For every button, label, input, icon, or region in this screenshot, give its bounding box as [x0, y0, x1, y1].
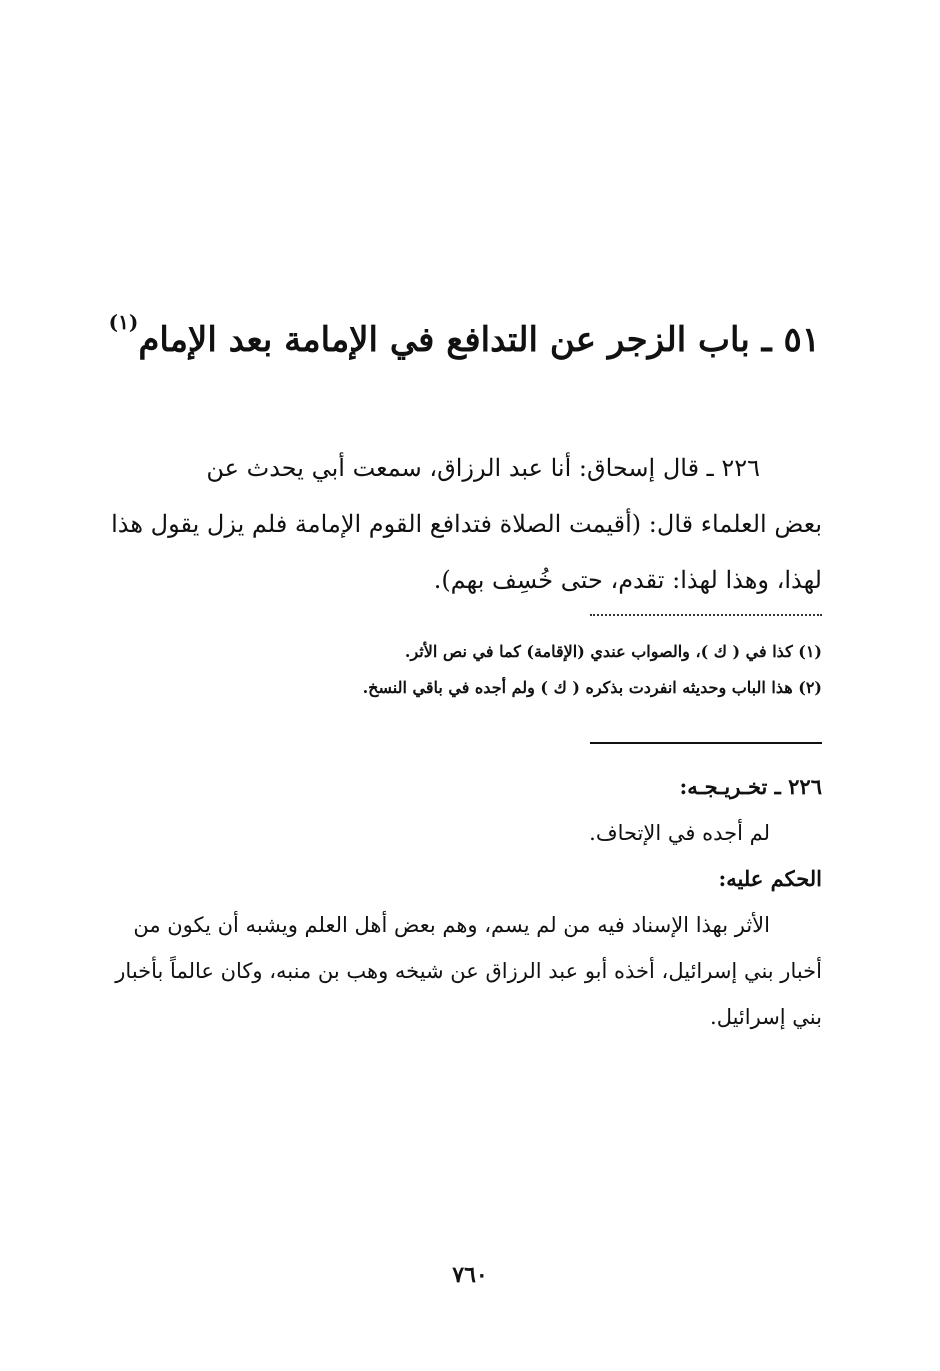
ruling-line: الأثر بهذا الإسناد فيه من لم يسم، وهم بعض أهل العلم ويشبه أن يكون من: [133, 913, 770, 937]
footnote-2: (٢) هذا الباب وحديثه انفردت بذكره ( ك ) ولم أجده في باقي النسخ.: [362, 678, 822, 697]
hadith-line: لهذا، وهذا لهذا: تقدم، حتى خُسِف بهم).: [433, 566, 822, 594]
footnotes: [300, 634, 822, 706]
chapter-footnote-ref: (١): [108, 310, 139, 334]
footnote-1: (١) كذا في ( ك )، والصواب عندي (الإقامة) كما في نص الأثر.: [404, 642, 822, 661]
ruling-line: بني إسرائيل.: [710, 1005, 822, 1029]
section-divider: [590, 742, 822, 744]
chapter-title: [108, 310, 820, 368]
hadith-line: ٢٢٦ ـ قال إسحاق: أنا عبد الرزاق، سمعت أبي يحدث عن: [206, 454, 760, 482]
chapter-title-text: ٥١ ـ باب الزجر عن التدافع في الإمامة بعد الإمام: [138, 320, 820, 360]
page-number: ٧٦٠: [452, 1262, 488, 1288]
footnote-separator-dots: [590, 604, 822, 616]
takhrij-line: لم أجده في الإتحاف.: [589, 821, 770, 845]
takhrij-section: [100, 764, 822, 1040]
ruling-line: أخبار بني إسرائيل، أخذه أبو عبد الرزاق عن شيخه وهب بن منبه، وكان عالماً بأخبار: [115, 959, 822, 983]
takhrij-heading: ٢٢٦ ـ تخـريـجـه:: [679, 774, 822, 799]
hadith-line: بعض العلماء قال: (أقيمت الصلاة فتدافع القوم الإمامة فلم يزل يقول هذا: [111, 510, 822, 538]
ruling-heading: الحكم عليه:: [718, 866, 822, 891]
hadith-text: [100, 440, 822, 608]
